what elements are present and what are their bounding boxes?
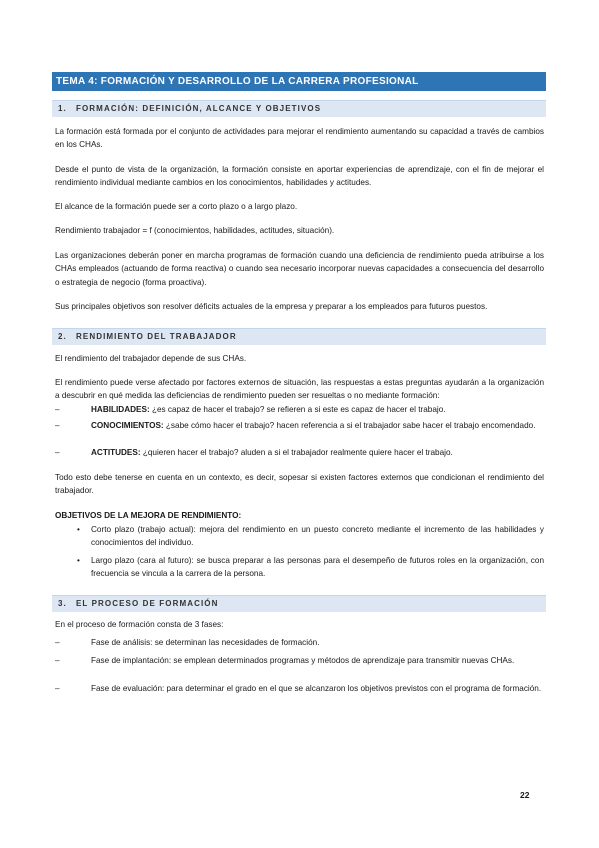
dash-marker: –: [55, 421, 60, 430]
item-text: Fase de implantación: se emplean determinados programas y métodos de aprendizaje para transmitir nuevas CHAs.: [91, 656, 515, 665]
dash-marker: –: [55, 656, 60, 665]
paragraph: El rendimiento puede verse afectado por factores externos de situación, las respuestas a estas preguntas ayudarán a la organización a descubrir en qué medida las deficiencias de rendimiento pueden ser resueltas o no mediante formación:: [55, 378, 544, 401]
dash-marker: –: [55, 405, 60, 414]
item-text: Corto plazo (trabajo actual): mejora del rendimiento en un puesto concreto mediante el incremento de las habilidades y conocimientos del individuo.: [91, 525, 544, 548]
list-item: [55, 523, 544, 550]
dash-marker: –: [55, 684, 60, 693]
item-term: CONOCIMIENTOS:: [91, 421, 164, 430]
section-number: 1.: [58, 104, 67, 113]
section-title: RENDIMIENTO DEL TRABAJADOR: [76, 332, 237, 341]
list-item: [55, 419, 544, 432]
bullet-marker: •: [77, 525, 80, 534]
paragraph: El rendimiento del trabajador depende de sus CHAs.: [55, 354, 247, 363]
list-item: [55, 636, 544, 649]
section-title: FORMACIÓN: DEFINICIÓN, ALCANCE Y OBJETIVOS: [76, 104, 322, 113]
section-2-header: [52, 328, 546, 345]
list-item: [55, 682, 544, 695]
paragraph: En el proceso de formación consta de 3 fases:: [55, 620, 224, 629]
item-term: HABILIDADES:: [91, 405, 150, 414]
list-item: [55, 403, 544, 416]
paragraph: Rendimiento trabajador = f (conocimientos, habilidades, actitudes, situación).: [55, 226, 335, 235]
list-item: [55, 446, 544, 459]
list-item: [55, 654, 544, 667]
paragraph: Desde el punto de vista de la organización, la formación consiste en aportar experiencias de aprendizaje, con el fin de mejorar el rendimiento individual mediante cambios en los conocimientos, habilidades y actitudes.: [55, 165, 544, 188]
dash-marker: –: [55, 448, 60, 457]
item-text: ¿es capaz de hacer el trabajo? se refieren a si este es capaz de hacer el trabajo.: [149, 405, 446, 414]
section-number: 3.: [58, 599, 67, 608]
paragraph: Sus principales objetivos son resolver déficits actuales de la empresa y preparar a los empleados para futuros puestos.: [55, 302, 488, 311]
item-text: Fase de análisis: se determinan las necesidades de formación.: [91, 638, 320, 647]
item-text: ¿quieren hacer el trabajo? aluden a si el trabajador realmente quiere hacer el trabajo.: [140, 448, 453, 457]
paragraph: Todo esto debe tenerse en cuenta en un contexto, es decir, sopesar si existen factores externos que condicionan el rendimiento del trabajador.: [55, 473, 544, 496]
section-number: 2.: [58, 332, 67, 341]
paragraph: Las organizaciones deberán poner en marcha programas de formación cuando una deficiencia de rendimiento pueda atribuirse a los CHAs empleados (actuando de forma reactiva) o cuando sea necesario incorporar nuevas capacidades a consecuencia del desarrollo o estrategia de negocio (forma proactiva).: [55, 251, 544, 287]
section-title: EL PROCESO DE FORMACIÓN: [76, 599, 219, 608]
dash-marker: –: [55, 638, 60, 647]
page-number: 22: [520, 790, 530, 800]
subheading: OBJETIVOS DE LA MEJORA DE RENDIMIENTO:: [55, 511, 242, 520]
list-item: [55, 554, 544, 581]
item-text: Largo plazo (cara al futuro): se busca preparar a las personas para el desempeño de futuros roles en la organización, con frecuencia se vincula a la carrera de la persona.: [91, 556, 544, 579]
section-1-header: [52, 100, 546, 117]
bullet-marker: •: [77, 556, 80, 565]
paragraph: La formación está formada por el conjunto de actividades para mejorar el rendimiento aumentando su capacidad a través de cambios en los CHAs.: [55, 127, 544, 150]
chapter-title: TEMA 4: FORMACIÓN Y DESARROLLO DE LA CARRERA PROFESIONAL: [52, 72, 546, 91]
item-text: ¿sabe cómo hacer el trabajo? hacen referencia a si el trabajador sabe hacer el trabajo encomendado.: [163, 421, 536, 430]
item-text: Fase de evaluación: para determinar el grado en el que se alcanzaron los objetivos previstos con el programa de formación.: [91, 684, 542, 693]
paragraph: El alcance de la formación puede ser a corto plazo o a largo plazo.: [55, 202, 298, 211]
item-term: ACTITUDES:: [91, 448, 141, 457]
section-3-header: [52, 595, 546, 612]
